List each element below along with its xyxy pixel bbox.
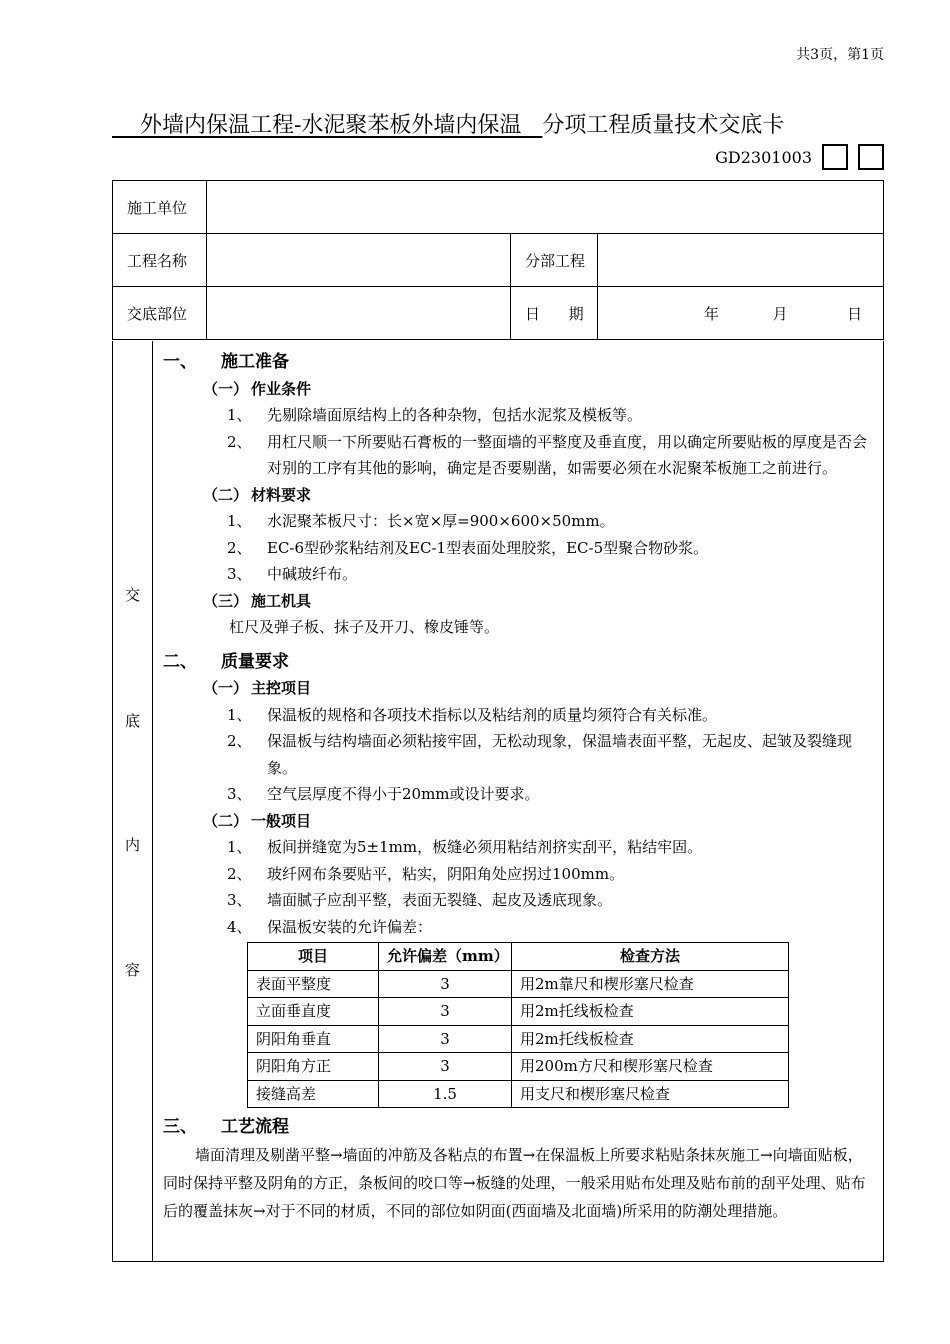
list-item: 2、 玻纤网布条要贴平，粘实，阴阳角处应拐过100mm。: [227, 864, 625, 883]
title-rest: 分项工程质量技术交底卡: [542, 113, 785, 138]
paragraph: 墙面清理及剔凿平整→墙面的冲筋及各粘点的布置→在保温板上所要求粘贴条抹灰施工→向墙面贴板，同时保持平整及阴角的方正，条板间的咬口等→板缝的处理，一般采用贴布处理及贴布前的刮平处理、贴布后的覆盖抹灰→对于不同的材质，不同的部位如阴面(西面墙及北面墙)所采用的防潮处理措施。: [163, 1145, 866, 1220]
list-item: 2、 EC-6型砂浆粘结剂及EC-1型表面处理胶浆，EC-5型聚合物砂浆。: [227, 538, 709, 557]
part-label: 交底部位: [113, 287, 207, 340]
list-item: 1、 水泥聚苯板尺寸：长×宽×厚=900×600×50mm。: [227, 512, 615, 530]
checkbox-1[interactable]: [822, 144, 848, 170]
title-blank-right: [521, 113, 542, 138]
table-row: 立面垂直度 3 用2m托线板检查: [248, 998, 789, 1026]
sub-value[interactable]: [598, 234, 884, 287]
section-heading: 三、 工艺流程: [163, 1117, 289, 1137]
project-value[interactable]: [207, 234, 511, 287]
table-header: 项目: [248, 943, 379, 971]
deviation-table: [247, 942, 789, 1108]
date-day: 日: [847, 304, 863, 323]
table-row: 表面平整度 3 用2m靠尺和楔形塞尺检查: [248, 970, 789, 998]
content-section: [112, 341, 884, 1262]
side-char: 内: [125, 836, 141, 854]
table-row: 接缝高差 1.5 用支尺和楔形塞尺检查: [248, 1080, 789, 1108]
side-char: 交: [125, 586, 141, 604]
title-subject: 外墙内保温工程-水泥聚苯板外墙内保温: [139, 113, 522, 138]
subsection-heading: （三） 施工机具: [203, 591, 312, 610]
subsection-heading: （一） 主控项目: [203, 679, 312, 697]
subsection-heading: （二） 材料要求: [203, 485, 312, 504]
list-item: 3、 空气层厚度不得小于20mm或设计要求。: [227, 785, 540, 803]
table-row: 阴阳角垂直 3 用2m托线板检查: [248, 1025, 789, 1053]
project-label: 工程名称: [113, 234, 207, 287]
code-text: GD2301003: [715, 147, 812, 167]
list-item: 2、 用杠尺顺一下所要贴石膏板的一整面墙的平整度及垂直度，用以确定所要贴板的厚度是否会对别的工序有其他的影响，确定是否要剔凿，如需要必须在水泥聚苯板施工之前进行。: [227, 432, 868, 477]
date-month: 月: [772, 304, 788, 323]
table-header: 允许偏差（mm）: [379, 943, 512, 971]
part-value[interactable]: [207, 287, 511, 340]
paragraph: 杠尺及弹子板、抹子及开刀、橡皮锤等。: [229, 618, 500, 636]
list-item: 3、 中碱玻纤布。: [227, 565, 358, 583]
list-item: 2、 保温板与结构墙面必须粘接牢固，无松动现象，保温墙表面平整，无起皮、起皱及裂缝现象。: [227, 732, 853, 777]
list-item: 1、 板间拼缝宽为5±1mm，板缝必须用粘结剂挤实刮平，粘结牢固。: [227, 838, 703, 856]
date-value[interactable]: [598, 287, 884, 340]
content-body: [163, 349, 875, 1225]
unit-value[interactable]: [207, 181, 884, 234]
subsection-heading: （一） 作业条件: [203, 379, 312, 398]
section-heading: 一、 施工准备: [163, 352, 289, 372]
subsection-heading: （二） 一般项目: [203, 811, 312, 830]
list-item: 1、 先剔除墙面原结构上的各种杂物，包括水泥浆及模板等。: [227, 406, 643, 424]
list-item: 3、 墙面腻子应刮平整，表面无裂缝、起皮及透底现象。: [227, 891, 613, 909]
date-label: 日 期: [511, 287, 598, 340]
side-char: 容: [125, 961, 141, 979]
document-code: [715, 144, 884, 170]
list-item: 4、 保温板安装的允许偏差：: [227, 917, 433, 936]
unit-label: 施工单位: [113, 181, 207, 234]
document-title: [112, 108, 884, 139]
sub-label: 分部工程: [511, 234, 598, 287]
title-blank-left: [112, 113, 140, 138]
table-row: 阴阳角方正 3 用200m方尺和楔形塞尺检查: [248, 1053, 789, 1081]
page-info: 共3页，第1页: [796, 47, 884, 63]
list-item: 1、 保温板的规格和各项技术指标以及粘结剂的质量均须符合有关标准。: [227, 705, 718, 724]
date-year: 年: [704, 304, 720, 323]
side-char: 底: [125, 712, 141, 730]
checkbox-2[interactable]: [858, 144, 884, 170]
table-header: 检查方法: [512, 943, 789, 971]
info-table: [112, 180, 884, 340]
content-side-label: [113, 341, 153, 1261]
section-heading: 二、 质量要求: [163, 651, 289, 672]
